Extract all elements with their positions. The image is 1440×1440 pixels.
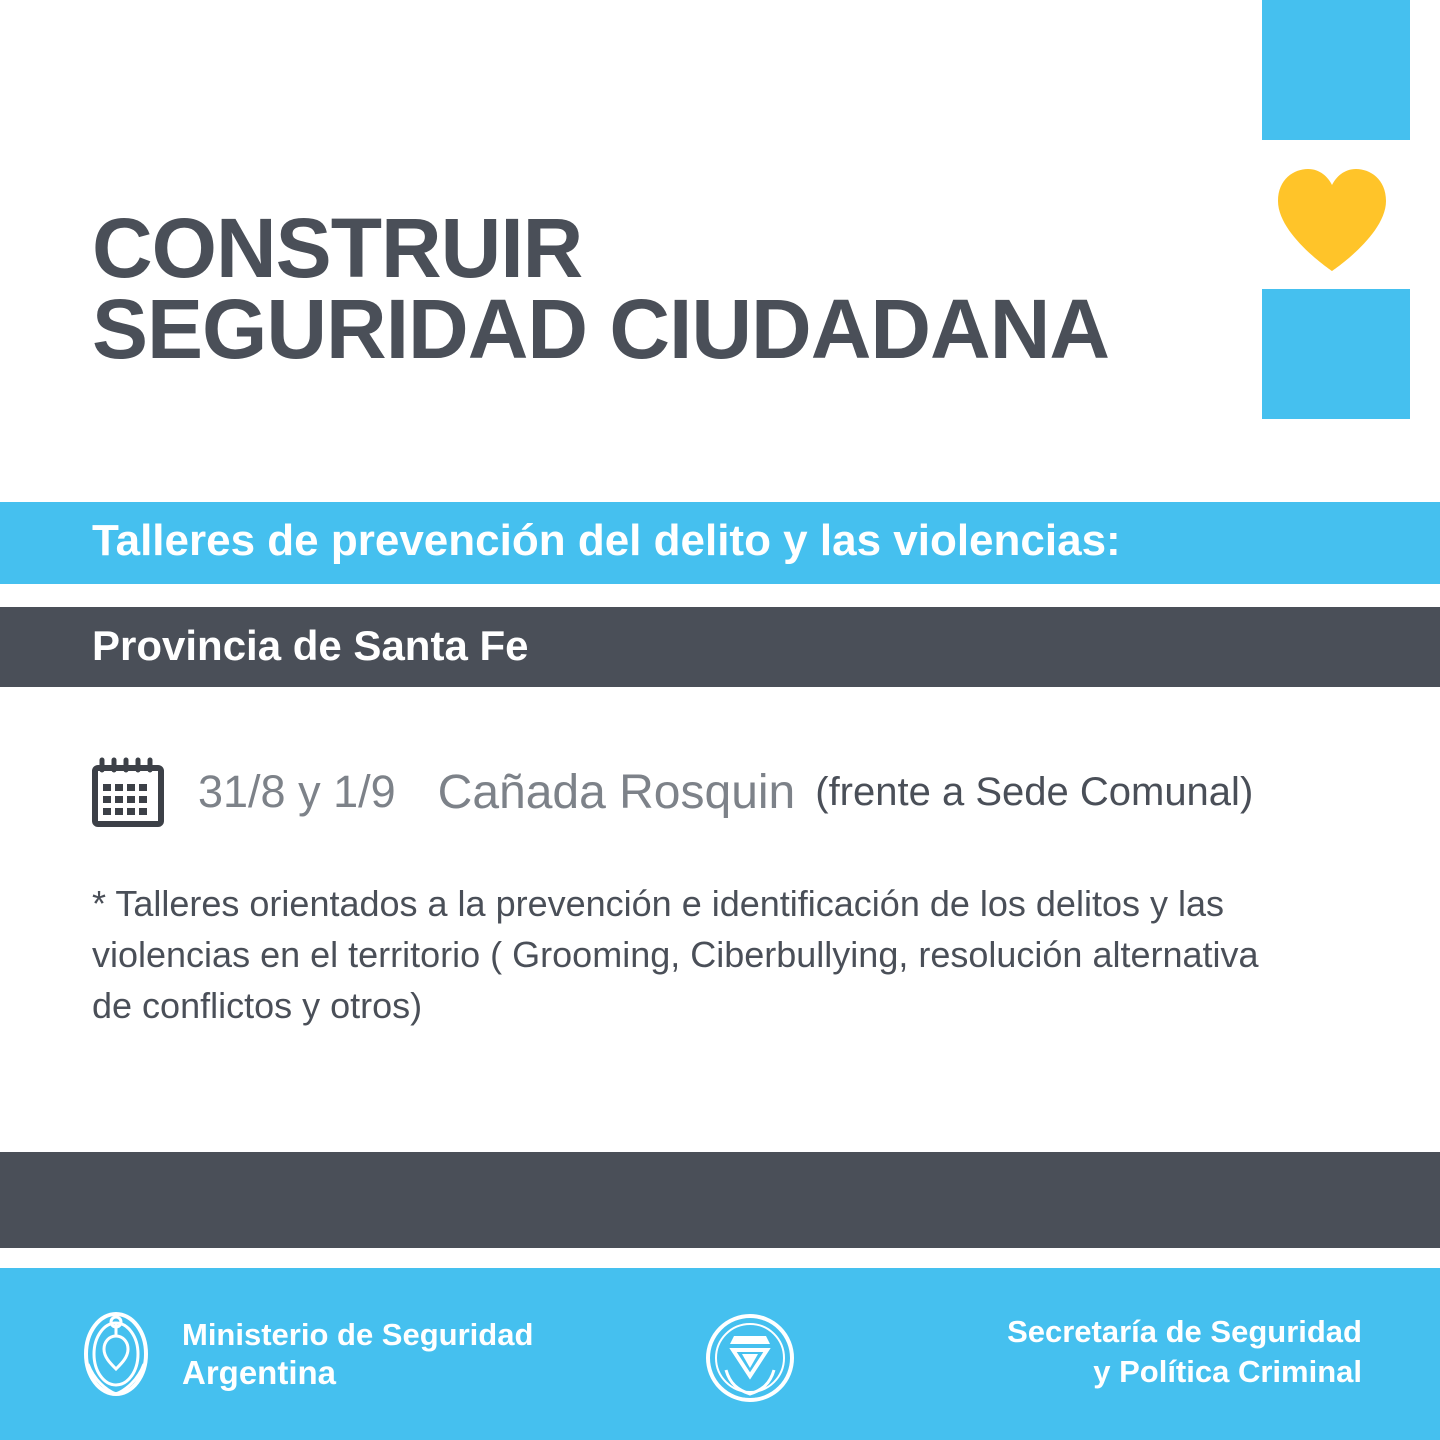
headline-line-1: CONSTRUIR [92, 201, 583, 295]
footer-ministry-block [72, 1302, 533, 1406]
bottom-dark-strip [0, 1152, 1440, 1248]
page-title [92, 201, 1212, 376]
secretariat-label [1007, 1312, 1362, 1391]
ministry-line-2: Argentina [182, 1353, 337, 1391]
dark-banner [0, 607, 1440, 687]
security-emblem-icon [700, 1308, 800, 1408]
event-note: (frente a Sede Comunal) [815, 769, 1254, 814]
blue-banner [0, 502, 1440, 584]
secretariat-line-2: y Política Criminal [1093, 1353, 1362, 1389]
ministry-label [182, 1316, 533, 1393]
ministry-line-1: Ministerio de Seguridad [182, 1316, 534, 1352]
heart-icon [1272, 165, 1392, 275]
blue-banner-text: Talleres de prevención del delito y las violencias: [92, 516, 1121, 565]
argentina-shield-icon [72, 1302, 160, 1406]
footer-bar [0, 1268, 1440, 1440]
calendar-icon [92, 756, 164, 828]
headline-line-2: SEGURIDAD CIUDADANA [92, 281, 1110, 376]
event-date: 31/8 y 1/9 [198, 766, 396, 817]
dark-banner-text: Provincia de Santa Fe [92, 622, 529, 669]
event-place: Cañada Rosquin [437, 765, 796, 819]
blue-square-bottom-decoration [1262, 289, 1410, 419]
secretariat-line-1: Secretaría de Seguridad [1007, 1314, 1362, 1349]
description-text: * Talleres orientados a la prevención e identificación de los delitos y las violencias en el territorio ( Grooming, Ciberbullying, resolución alternativa de conflictos y otros) [92, 883, 1259, 1027]
blue-square-top-decoration [1262, 0, 1410, 140]
event-row [92, 756, 1253, 828]
